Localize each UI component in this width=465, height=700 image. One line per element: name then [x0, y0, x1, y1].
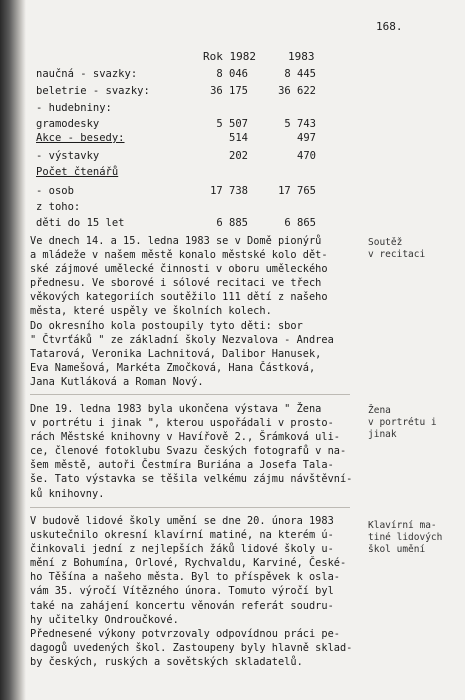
- table-row: [0, 118, 340, 132]
- margin-note-recitation: [368, 237, 463, 261]
- row-label: děti do 15 let: [36, 217, 125, 229]
- row-label: - hudebniny:: [36, 102, 112, 114]
- value-1983: 17 765: [278, 185, 316, 197]
- section-recitation-text: [30, 234, 365, 389]
- text-line: v portrétu i jinak ", kterou uspořádali v prosto-: [30, 417, 334, 430]
- text-line: hy učitelky Ondroučkové.: [30, 613, 179, 626]
- margin-note-exhibition: [368, 405, 463, 441]
- table-row: [0, 85, 340, 99]
- text-line: še. Tato výstavka se těšila velkému zájmu návštěvní-: [30, 473, 353, 486]
- margin-note-piano: [368, 520, 463, 556]
- note-line: Žena: [368, 405, 391, 416]
- value-1983: 497: [297, 132, 316, 144]
- value-1983: 470: [297, 150, 316, 162]
- text-line: Jana Kutláková a Roman Nový.: [30, 375, 204, 388]
- table-row: [0, 185, 340, 199]
- value-1983: 36 622: [278, 85, 316, 97]
- text-line: rách Městské knihovny v Havířově 2., Šrámková uli-: [30, 431, 340, 444]
- text-line: vám 35. výročí Vítězného února. Tomuto výročí byl: [30, 585, 334, 598]
- text-line: ské zájmové umělecké činnosti v oboru uměleckého: [30, 263, 328, 276]
- table-row: [0, 132, 340, 146]
- text-line: mění z Bohumína, Orlové, Rychvaldu, Karviné, České-: [30, 557, 347, 570]
- text-line: Do okresního kola postoupily tyto děti: sbor: [30, 319, 303, 332]
- text-line: činkovali jední z nejlepších žáků lidové školy u-: [30, 543, 334, 556]
- note-line: jinak: [368, 429, 397, 440]
- section-exhibition-text: [30, 402, 365, 501]
- section-divider: [30, 394, 350, 395]
- text-line: Tatarová, Veronika Lachnitová, Dalibor Hanusek,: [30, 347, 322, 360]
- text-line: věkových kategoriích soutěžilo 111 dětí z našeho: [30, 291, 328, 304]
- value-1983: 6 865: [284, 217, 316, 229]
- table-row: [0, 150, 340, 164]
- note-line: v portrétu i: [368, 417, 437, 428]
- note-line: tiné lidových: [368, 532, 443, 543]
- note-line: škol umění: [368, 544, 426, 555]
- value-1982: 17 738: [210, 185, 248, 197]
- text-line: ho Těšína a našeho města. Byl to příspěvek k osla-: [30, 571, 340, 584]
- text-line: přednesu. Ve sborové i sólové recitaci ve třech: [30, 277, 322, 290]
- note-line: v recitaci: [368, 249, 426, 260]
- row-label: gramodesky: [36, 118, 100, 130]
- value-1982: 5 507: [216, 118, 248, 130]
- text-line: Eva Namešová, Markéta Zmočková, Hana Částková,: [30, 361, 316, 374]
- text-line: Ve dnech 14. a 15. ledna 1983 se v Domě pionýrů: [30, 235, 322, 247]
- text-line: ce, členové fotoklubu Svazu českých fotografů v na-: [30, 445, 347, 458]
- text-line: " Čtvrťáků " ze základní školy Nezvalova - Andrea: [30, 333, 334, 346]
- value-1983: 8 445: [284, 68, 316, 80]
- row-label: Akce - besedy:: [36, 132, 125, 144]
- column-header-1982: Rok 1982: [203, 50, 256, 63]
- row-label: - výstavky: [36, 150, 100, 162]
- row-label: beletrie - svazky:: [36, 85, 150, 97]
- column-header-1983: 1983: [288, 50, 315, 63]
- note-line: Soutěž: [368, 237, 403, 248]
- table-row: [0, 201, 340, 215]
- section-piano-text: [30, 514, 365, 669]
- note-line: Klavírní ma-: [368, 520, 437, 531]
- table-row: [0, 166, 340, 180]
- page-number: 168.: [376, 20, 403, 33]
- row-label: - osob: [36, 185, 74, 197]
- value-1982: 36 175: [210, 85, 248, 97]
- text-line: také na zahájení koncertu věnován referát soudru-: [30, 599, 334, 612]
- text-line: Dne 19. ledna 1983 byla ukončena výstava " Žena: [30, 403, 322, 415]
- row-label: naučná - svazky:: [36, 68, 138, 80]
- text-line: uskutečnilo okresní klavírní matiné, na kterém ú-: [30, 529, 334, 542]
- row-label: Počet čtenářů: [36, 166, 119, 178]
- text-line: by českých, ruských a sovětských skladatelů.: [30, 655, 303, 668]
- value-1982: 8 046: [216, 68, 248, 80]
- text-line: a mládeže v našem městě konalo městské kolo dět-: [30, 249, 328, 262]
- value-1982: 514: [229, 132, 248, 144]
- value-1982: 6 885: [216, 217, 248, 229]
- row-label: z toho:: [36, 201, 81, 213]
- text-line: dagogů uvedených škol. Zastoupeny byly hlavně sklad-: [30, 641, 353, 654]
- table-row: [0, 68, 340, 82]
- text-line: šem městě, autoři Čestmíra Buriána a Josefa Tala-: [30, 459, 334, 472]
- value-1983: 5 743: [284, 118, 316, 130]
- text-line: města, které uspěly ve školních kolech.: [30, 305, 272, 318]
- section-divider: [30, 507, 350, 508]
- text-line: Přednesené výkony potvrzovaly odpovídnou práci pe-: [30, 627, 340, 640]
- value-1982: 202: [229, 150, 248, 162]
- text-line: ků knihovny.: [30, 487, 105, 500]
- table-row: [0, 102, 340, 116]
- text-line: V budově lidové školy umění se dne 20. února 1983: [30, 515, 334, 527]
- table-row: [0, 217, 340, 231]
